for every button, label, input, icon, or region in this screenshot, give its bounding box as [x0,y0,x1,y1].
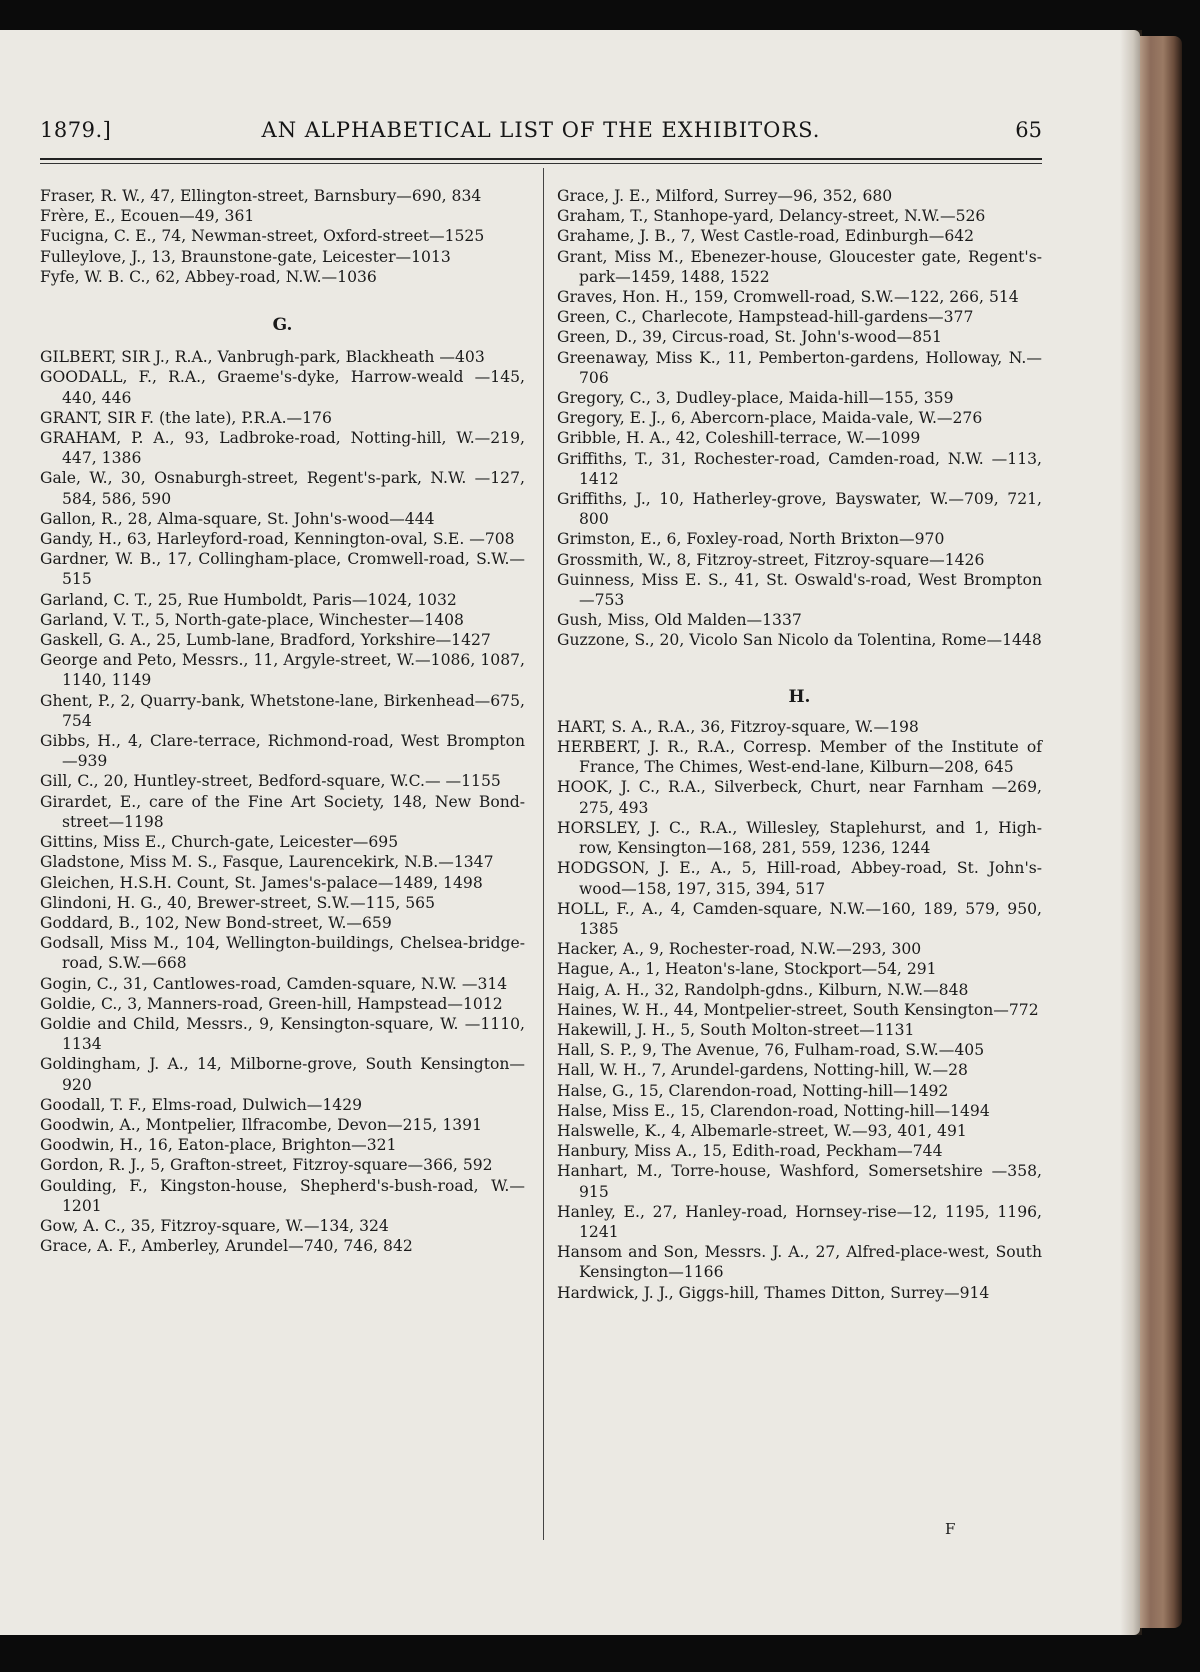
page-number: 65 [1015,118,1042,142]
exhibitor-entry: Gregory, E. J., 6, Abercorn-place, Maida-vale, W.—276 [557,409,983,428]
exhibitor-entry: Guzzone, S., 20, Vicolo San Nicolo da Tolentina, Rome—1448 [557,631,1042,650]
exhibitor-entry: Fraser, R. W., 47, Ellington-street, Barnsbury—690, 834 [40,187,482,205]
exhibitor-entry: Hall, W. H., 7, Arundel-gardens, Notting-hill, W.—28 [557,1061,968,1080]
exhibitor-entry: Gogin, C., 31, Cantlowes-road, Camden-square, N.W. —314 [40,974,508,993]
exhibitor-entry: Hardwick, J. J., Giggs-hill, Thames Ditton, Surrey—914 [557,1283,990,1302]
exhibitor-entry: Haig, A. H., 32, Randolph-gdns., Kilburn, N.W.—848 [557,980,969,999]
exhibitor-entry: Gladstone, Miss M. S., Fasque, Laurencekirk, N.B.—1347 [40,853,494,872]
exhibitor-entry: HOOK, J. C., R.A., Silverbeck, Churt, near Farnham —269, 275, 493 [557,778,1042,817]
exhibitor-entry: GRANT, SIR F. (the late), P.R.A.—176 [40,408,332,427]
exhibitor-entry: Haines, W. H., 44, Montpelier-street, South Kensington—772 [557,1000,1039,1019]
exhibitor-entry: Goldingham, J. A., 14, Milborne-grove, South Kensington—920 [40,1055,525,1094]
exhibitor-entry: Gow, A. C., 35, Fitzroy-square, W.—134, 324 [40,1216,389,1235]
exhibitor-entry: Garland, C. T., 25, Rue Humboldt, Paris—1024, 1032 [40,590,457,609]
exhibitor-entry: Grace, A. F., Amberley, Arundel—740, 746, 842 [40,1237,413,1256]
exhibitor-entry: Glindoni, H. G., 40, Brewer-street, S.W.—115, 565 [40,893,436,912]
exhibitor-entry: Guinness, Miss E. S., 41, St. Oswald's-road, West Brompton—753 [557,570,1042,610]
entries-h [557,717,1042,1303]
exhibitor-entry: Gregory, C., 3, Dudley-place, Maida-hill—155, 359 [557,389,954,408]
exhibitor-entry: HORSLEY, J. C., R.A., Willesley, Staplehurst, and 1, High-row, Kensington—168, 281, 559, 1236, 1244 [557,818,1042,858]
book-edge [1140,36,1182,1628]
exhibitor-entry: Gill, C., 20, Huntley-street, Bedford-square, W.C.— —1155 [40,772,501,791]
exhibitor-entry: Hall, S. P., 9, The Avenue, 76, Fulham-road, S.W.—405 [557,1041,985,1060]
exhibitor-entry: Garland, V. T., 5, North-gate-place, Winchester—1408 [40,610,464,629]
exhibitor-entry: Hanbury, Miss A., 15, Edith-road, Peckham—744 [557,1142,943,1161]
exhibitor-entry: HERBERT, J. R., R.A., Corresp. Member of the Institute of France, The Chimes, West-end-lane, Kilburn—208, 645 [557,738,1042,777]
exhibitor-entry: Greenaway, Miss K., 11, Pemberton-gardens, Holloway, N.—706 [557,348,1042,387]
exhibitor-entry: Goldie, C., 3, Manners-road, Green-hill, Hampstead—1012 [40,994,503,1013]
exhibitor-entry: Gush, Miss, Old Malden—1337 [557,611,802,630]
exhibitor-entry: Halse, G., 15, Clarendon-road, Notting-hill—1492 [557,1081,949,1100]
exhibitor-entry: Green, D., 39, Circus-road, St. John's-wood—851 [557,328,942,347]
header-title: AN ALPHABETICAL LIST OF THE EXHIBITORS. [261,118,821,142]
section-heading-g: G. [272,315,293,336]
header-rule [40,158,1042,160]
exhibitor-entry: Goldie and Child, Messrs., 9, Kensington-square, W. —1110, 1134 [40,1014,525,1054]
exhibitor-entry: Girardet, E., care of the Fine Art Society, 148, New Bond-street—1198 [40,792,525,831]
exhibitor-entry: Goodwin, A., Montpelier, Ilfracombe, Devon—215, 1391 [40,1115,482,1134]
exhibitor-entry: George and Peto, Messrs., 11, Argyle-street, W.—1086, 1087, 1140, 1149 [40,651,525,690]
exhibitor-entry: Fulleylove, J., 13, Braunstone-gate, Leicester—1013 [40,247,451,266]
exhibitor-entry: Hakewill, J. H., 5, South Molton-street—1131 [557,1020,915,1039]
page-gutter-shadow [1120,30,1142,1635]
exhibitor-entry: Graham, T., Stanhope-yard, Delancy-street, N.W.—526 [557,207,986,226]
exhibitor-entry: Grimston, E., 6, Foxley-road, North Brixton—970 [557,530,945,549]
exhibitor-entry: HODGSON, J. E., A., 5, Hill-road, Abbey-road, St. John's-wood—158, 197, 315, 394, 517 [557,859,1042,898]
exhibitor-entry: Goulding, F., Kingston-house, Shepherd's-bush-road, W.—1201 [40,1176,525,1215]
exhibitor-entry: Gordon, R. J., 5, Grafton-street, Fitzroy-square—366, 592 [40,1156,493,1175]
exhibitor-entry: Hanley, E., 27, Hanley-road, Hornsey-rise—12, 1195, 1196, 1241 [557,1202,1042,1241]
exhibitor-entry: Gandy, H., 63, Harleyford-road, Kennington-oval, S.E. —708 [40,530,515,549]
right-column [557,186,1042,1303]
exhibitor-entry: GILBERT, SIR J., R.A., Vanbrugh-park, Blackheath —403 [40,348,485,367]
running-header [40,114,1042,154]
exhibitor-entry: Halse, Miss E., 15, Clarendon-road, Notting-hill—1494 [557,1101,990,1120]
entries-g [40,347,525,1256]
exhibitor-entry: Griffiths, J., 10, Hatherley-grove, Bayswater, W.—709, 721, 800 [557,490,1042,529]
exhibitor-entry: Gleichen, H.S.H. Count, St. James's-palace—1489, 1498 [40,873,483,892]
column-divider [543,168,544,1540]
signature-mark: F [945,1520,956,1538]
exhibitor-entry: Ghent, P., 2, Quarry-bank, Whetstone-lane, Birkenhead—675, 754 [40,691,525,730]
exhibitor-entry: Grant, Miss M., Ebenezer-house, Gloucester gate, Regent's-park—1459, 1488, 1522 [557,247,1042,286]
exhibitor-entry: Goodall, T. F., Elms-road, Dulwich—1429 [40,1095,363,1114]
exhibitor-entry: Gribble, H. A., 42, Coleshill-terrace, W.—1099 [557,429,921,448]
exhibitor-entry: Griffiths, T., 31, Rochester-road, Camden-road, N.W. —113, 1412 [557,449,1042,488]
exhibitor-entry: Gale, W., 30, Osnaburgh-street, Regent's-park, N.W. —127, 584, 586, 590 [40,469,525,508]
exhibitor-entry: Hansom and Son, Messrs. J. A., 27, Alfred-place-west, South Kensington—1166 [557,1243,1042,1282]
entries-f [40,186,525,287]
exhibitor-entry: Fucigna, C. E., 74, Newman-street, Oxford-street—1525 [40,227,485,246]
exhibitor-entry: Green, C., Charlecote, Hampstead-hill-gardens—377 [557,308,974,327]
exhibitor-entry: Gallon, R., 28, Alma-square, St. John's-wood—444 [40,509,435,528]
exhibitor-entry: Grace, J. E., Milford, Surrey—96, 352, 680 [557,187,893,205]
exhibitor-entry: GOODALL, F., R.A., Graeme's-dyke, Harrow-weald —145, 440, 446 [40,368,525,407]
exhibitor-entry: HART, S. A., R.A., 36, Fitzroy-square, W.—198 [557,717,919,736]
exhibitor-entry: Gaskell, G. A., 25, Lumb-lane, Bradford, Yorkshire—1427 [40,631,491,650]
exhibitor-entry: Gittins, Miss E., Church-gate, Leicester—695 [40,833,399,852]
exhibitor-entry: Goodwin, H., 16, Eaton-place, Brighton—321 [40,1136,397,1155]
exhibitor-entry: Goddard, B., 102, New Bond-street, W.—659 [40,913,392,932]
exhibitor-entry: Grossmith, W., 8, Fitzroy-street, Fitzroy-square—1426 [557,550,985,569]
exhibitor-entry: Graves, Hon. H., 159, Cromwell-road, S.W.—122, 266, 514 [557,288,1019,307]
exhibitor-entry: HOLL, F., A., 4, Camden-square, N.W.—160, 189, 579, 950, 1385 [557,899,1042,938]
header-year: 1879.] [40,118,112,142]
entries-g-cont [557,186,1042,651]
exhibitor-entry: GRAHAM, P. A., 93, Ladbroke-road, Notting-hill, W.—219, 447, 1386 [40,429,525,468]
exhibitor-entry: Fyfe, W. B. C., 62, Abbey-road, N.W.—1036 [40,267,377,286]
exhibitor-entry: Frère, E., Ecouen—49, 361 [40,207,255,226]
exhibitor-entry: Grahame, J. B., 7, West Castle-road, Edinburgh—642 [557,227,975,246]
section-heading-h: H. [788,686,811,707]
exhibitor-entry: Hacker, A., 9, Rochester-road, N.W.—293, 300 [557,940,922,959]
exhibitor-entry: Halswelle, K., 4, Albemarle-street, W.—93, 401, 491 [557,1121,967,1140]
exhibitor-entry: Hanhart, M., Torre-house, Washford, Somersetshire —358, 915 [557,1162,1042,1201]
exhibitor-entry: Hague, A., 1, Heaton's-lane, Stockport—54, 291 [557,960,937,979]
left-column [40,186,525,1256]
exhibitor-entry: Gibbs, H., 4, Clare-terrace, Richmond-road, West Brompton—939 [40,732,525,771]
header-rule-thin [40,163,1042,164]
exhibitor-entry: Gardner, W. B., 17, Collingham-place, Cromwell-road, S.W.—515 [40,550,525,589]
exhibitor-entry: Godsall, Miss M., 104, Wellington-buildings, Chelsea-bridge-road, S.W.—668 [40,934,525,973]
